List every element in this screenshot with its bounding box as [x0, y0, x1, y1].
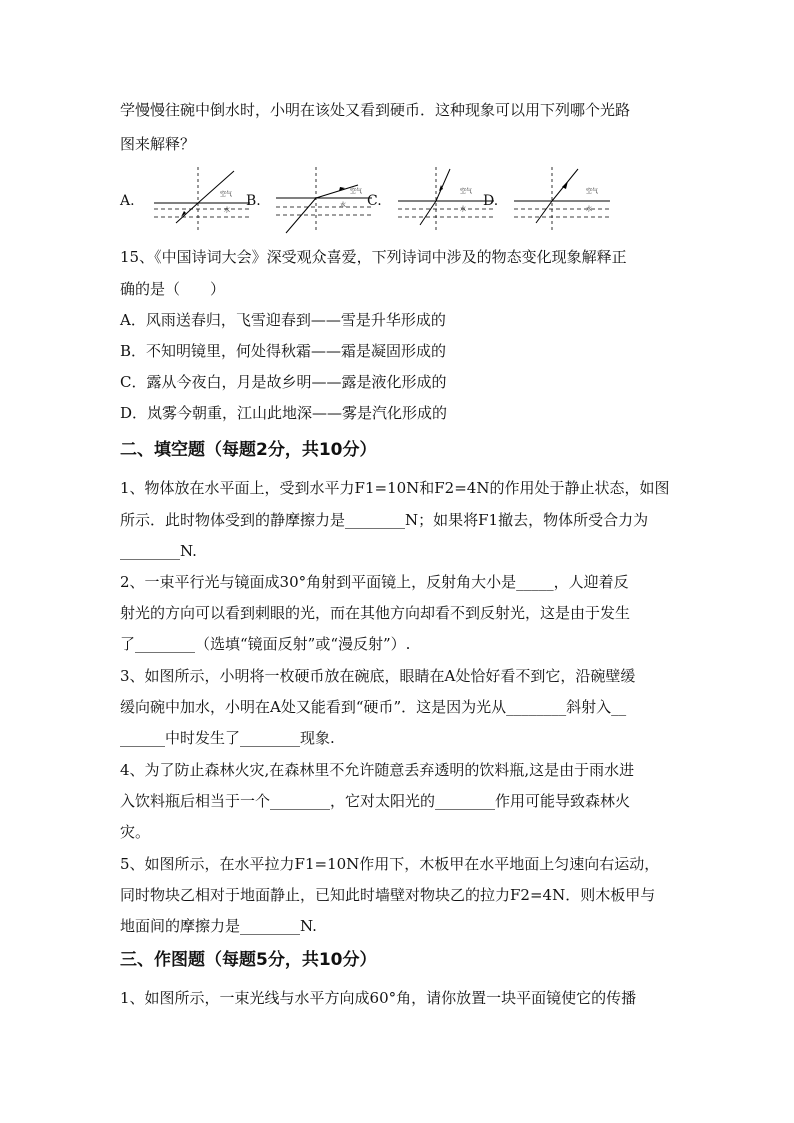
s2-q3-line-3: ______中时发生了________现象. [120, 729, 335, 747]
s2-q5-line-3: 地面间的摩擦力是________N. [120, 917, 317, 935]
svg-text:空气: 空气 [586, 188, 599, 195]
s3-q1-line-1: 1、如图所示，一束光线与水平方向成60°角，请你放置一块平面镜使它的传播 [120, 989, 637, 1007]
q15-line-2: 确的是（ ） [120, 280, 226, 298]
s2-q5-line-2: 同时物块乙相对于地面静止，已知此时墙壁对物块乙的拉力F2=4N．则木板甲与 [120, 886, 656, 904]
s2-q1-line-2: 所示．此时物体受到的静摩擦力是________N；如果将F1撤去，物体所受合力为 [120, 511, 649, 529]
s2-q4-line-3: 灾。 [120, 823, 151, 841]
q15-option-a: A．风雨送春归，飞雪迎春到——雪是升华形成的 [120, 311, 446, 329]
s2-q4-line-1: 4、为了防止森林火灾,在森林里不允许随意丢弃透明的饮料瓶,这是由于雨水进 [120, 761, 635, 779]
option-a-diagram [146, 165, 256, 235]
svg-text:水: 水 [224, 207, 231, 214]
svg-text:空气: 空气 [350, 188, 363, 195]
svg-text:水: 水 [586, 206, 593, 213]
option-d-label: D. [483, 193, 499, 209]
svg-text:空气: 空气 [220, 191, 233, 198]
svg-text:水: 水 [460, 206, 467, 213]
s2-q5-line-1: 5、如图所示，在水平拉力F1=10N作用下，木板甲在水平地面上匀速向右运动， [120, 855, 660, 873]
s2-q1-line-1: 1、物体放在水平面上，受到水平力F1=10N和F2=4N的作用处于静止状态，如图 [120, 479, 670, 497]
s2-q4-line-2: 入饮料瓶后相当于一个________，它对太阳光的________作用可能导致森林火 [120, 792, 631, 810]
svg-text:水: 水 [340, 202, 347, 209]
option-b-label: B. [246, 193, 261, 209]
q15-option-c: C．露从今夜白，月是故乡明——露是液化形成的 [120, 373, 447, 391]
q15-option-d: D．岚雾今朝重，江山此地深——雾是汽化形成的 [120, 404, 448, 422]
s2-q2-line-1: 2、一束平行光与镜面成30°角射到平面镜上，反射角大小是_____，人迎着反 [120, 573, 629, 591]
q15-line-1: 15、《中国诗词大会》深受观众喜爱，下列诗词中涉及的物态变化现象解释正 [120, 248, 627, 266]
option-b-diagram [268, 165, 378, 235]
s2-q2-line-2: 射光的方向可以看到刺眼的光，而在其他方向却看不到反射光，这是由于发生 [120, 604, 631, 622]
option-a-label: A. [120, 193, 135, 209]
option-c-label: C. [367, 193, 382, 209]
q14-options [120, 165, 680, 235]
option-d-diagram [506, 165, 616, 235]
s2-q1-line-3: ________N. [120, 542, 197, 560]
s2-q3-line-1: 3、如图所示，小明将一枚硬币放在碗底，眼睛在A处恰好看不到它，沿碗壁缓 [120, 667, 636, 685]
section-2-title: 二、填空题（每题2分，共10分） [120, 440, 377, 460]
s2-q2-line-3: 了________（选填“镜面反射”或“漫反射”）. [120, 635, 411, 653]
q14-line-1: 学慢慢往碗中倒水时，小明在该处又看到硬币．这种现象可以用下列哪个光路 [120, 101, 631, 119]
svg-text:空气: 空气 [460, 188, 473, 195]
q14-line-2: 图来解释？ [120, 135, 196, 153]
q15-option-b: B．不知明镜里，何处得秋霜——霜是凝固形成的 [120, 342, 447, 360]
s2-q3-line-2: 缓向碗中加水，小明在A处又能看到“硬币”．这是因为光从________斜射入__ [120, 698, 627, 716]
section-3-title: 三、作图题（每题5分，共10分） [120, 950, 377, 970]
